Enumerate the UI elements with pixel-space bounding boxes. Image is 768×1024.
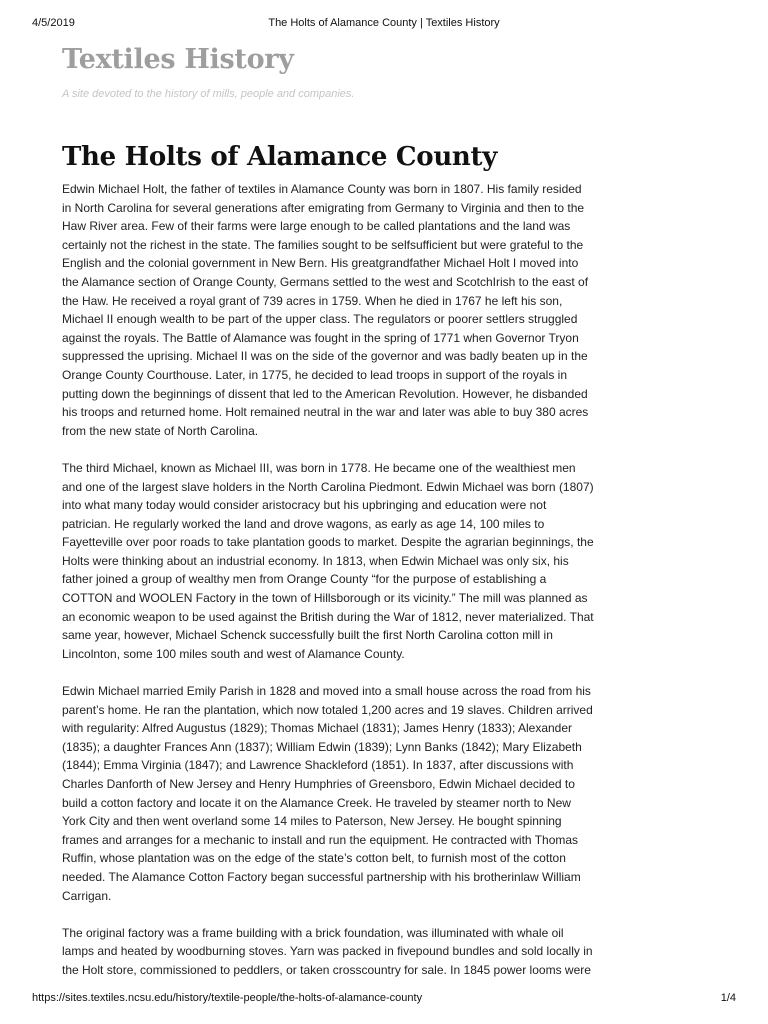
article-paragraph-2: The third Michael, known as Michael III, was born in 1778. He became one of the wealthiest men and one of the largest slave holders in the North Carolina Piedmont. Edwin Michael was born (1807) into what many today would consider aristocracy but his upbringing and education were not patrician. He regularly worked the land and drove wagons, as early as age 14, 100 miles to Fayetteville over poor roads to take plantation goods to market. Despite the agrarian beginnings, the Holts were thinking about an industrial economy. In 1813, when Edwin Michael was only six, his father joined a group of wealthy men from Orange County “for the purpose of establishing a COTTON and WOOLEN Factory in the town of Hillsborough or its vicinity.” The mill was planned as an economic weapon to be used against the British during the War of 1812, never materialized. That same year, however, Michael Schenck successfully built the first North Carolina cotton mill in Lincolnton, some 100 miles south and west of Alamance County. — [62, 460, 594, 661]
article-paragraph-3: Edwin Michael married Emily Parish in 1828 and moved into a small house across the road from his parent’s home. He ran the plantation, which now totaled 1,200 acres and 19 slaves. Children arrived with regularity: Alfred Augustus (1829); Thomas Michael (1831); James Henry (1833); Alexander (1835); a daughter Frances Ann (1837); William Edwin (1839); Lynn Banks (1842); Mary Elizabeth (1844); Emma Virginia (1847); and Lawrence Shackleford (1851). In 1837, after discussions with Charles Danforth of New Jersey and Henry Humphries of Greensboro, Edwin Michael decided to build a cotton factory and locate it on the Alamance Creek. He traveled by steamer north to New York City and then went overland some 14 miles to Paterson, New Jersey. He bought spinning frames and arranges for a mechanic to install and run the equipment. He contracted with Thomas Ruffin, whose plantation was on the edge of the state’s cotton belt, to furnish most of the cotton needed. The Alamance Cotton Factory began successful partnership with his brotherinlaw William Carrigan. — [62, 684, 593, 903]
site-tagline: A site devoted to the history of mills, people and companies. — [62, 88, 355, 100]
article-paragraph-4: The original factory was a frame building with a brick foundation, was illuminated with whale oil lamps and heated by woodburning stoves. Yarn was packed in fivepound bundles and sold locally in the Holt store, commissioned to peddlers, or taken crosscountry for sale. In 1845 power looms were — [62, 925, 593, 977]
print-footer — [32, 992, 736, 1006]
print-page-number: 1/4 — [720, 992, 736, 1004]
print-date: 4/5/2019 — [32, 17, 75, 29]
print-page-title: The Holts of Alamance County | Textiles History — [268, 17, 500, 29]
article-title: The Holts of Alamance County — [62, 142, 498, 172]
print-url: https://sites.textiles.ncsu.edu/history/textile-people/the-holts-of-alamance-county — [32, 992, 423, 1004]
article-body — [62, 180, 594, 998]
print-header — [32, 17, 736, 31]
article-paragraph-1: Edwin Michael Holt, the father of textiles in Alamance County was born in 1807. His family resided in North Carolina for several generations after emigrating from Germany to Virginia and then to the Haw River area. Few of their farms were large enough to be called plantations and the land was certainly not the richest in the state. The families sought to be selfsufficient but were grateful to the English and the colonial government in New Bern. His greatgrandfather Michael Holt I moved into the Alamance section of Orange County, Germans settled to the west and ScotchIrish to the east of the Haw. He received a royal grant of 739 acres in 1759. When he died in 1767 he left his son, Michael II enough wealth to be part of the upper class. The regulators or poorer settlers struggled against the royals. The Battle of Alamance was fought in the spring of 1771 when Governor Tryon suppressed the uprising. Michael II was on the side of the governor and was badly beaten up in the Orange County Courthouse. Later, in 1775, he decided to lead troops in support of the royals in putting down the beginnings of dissent that led to the American Revolution. However, he disbanded his troops and returned home. Holt remained neutral in the war and later was able to buy 380 acres from the new state of North Carolina. — [62, 182, 589, 438]
site-title-link[interactable]: Textiles History — [62, 44, 294, 75]
